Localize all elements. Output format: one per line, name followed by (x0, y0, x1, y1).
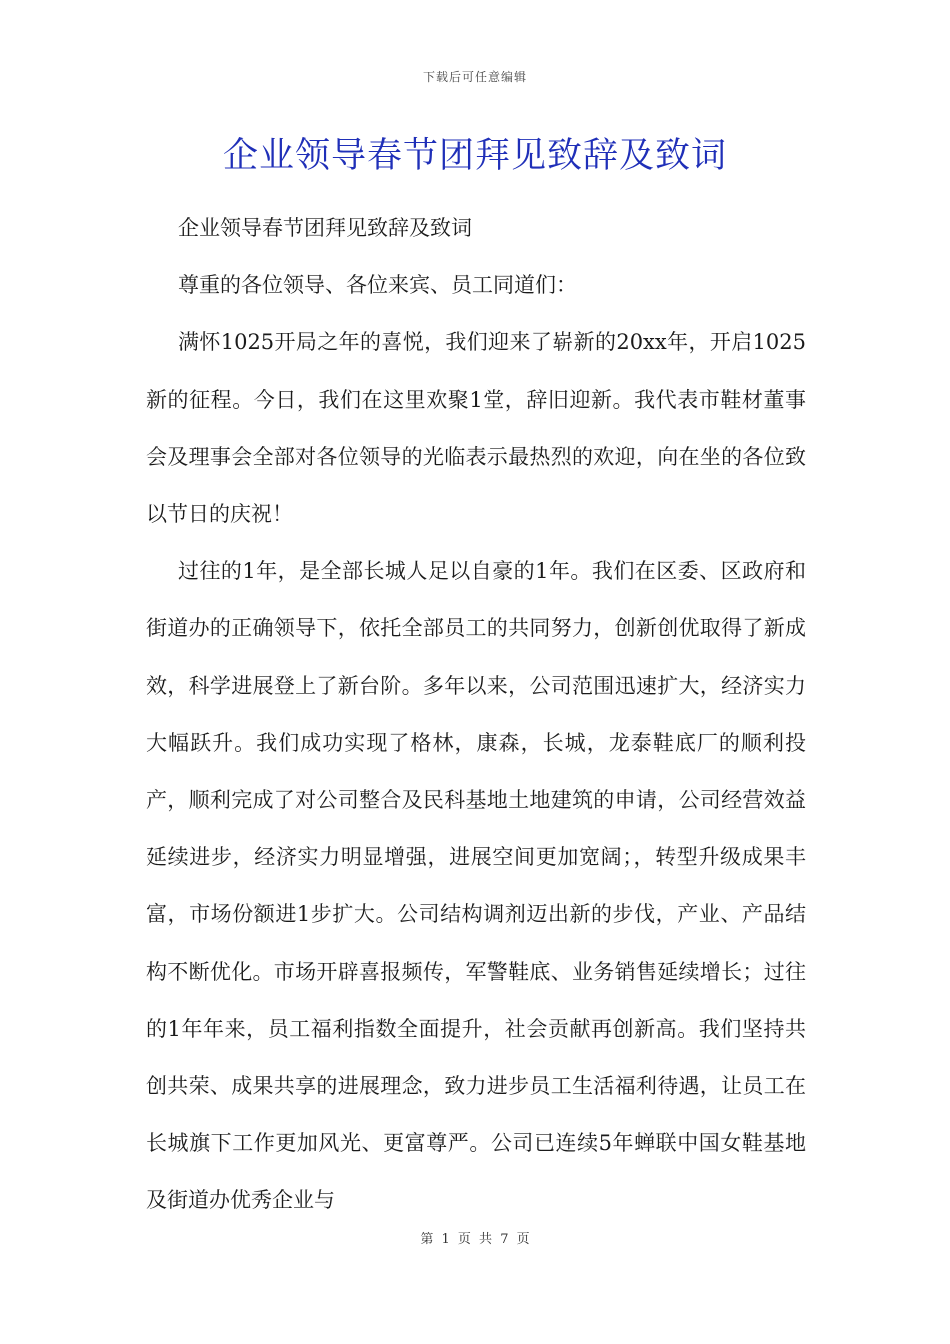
paragraph-opening: 满怀1025开局之年的喜悦，我们迎来了崭新的20xx年，开启1025新的征程。今日，我们在这里欢聚1堂，辞旧迎新。我代表市鞋材董事会及理事会全部对各位领导的光临表示最热烈的欢迎，向在坐的各位致以节日的庆祝！ (146, 330, 806, 527)
document-title: 企业领导春节团拜见致辞及致词 (222, 136, 727, 176)
paragraph-review: 过往的1年，是全部长城人足以自豪的1年。我们在区委、区政府和街道办的正确领导下，依托全部员工的共同努力，创新创优取得了新成效，科学进展登上了新台阶。多年以来，公司范围迅速扩大，经济实力大幅跃升。我们成功实现了格林，康森，长城，龙泰鞋底厂的顺利投产，顺利完成了对公司整合及民科基地土地建筑的申请，公司经营效益延续进步，经济实力明显增强，进展空间更加宽阔；，转型升级成果丰富，市场份额进1步扩大。公司结构调剂迈出新的步伐，产业、产品结构不断优化。市场开辟喜报频传，军警鞋底、业务销售延续增长；过往的1年年来，员工福利指数全面提升，社会贡献再创新高。我们坚持共创共荣、成果共享的进展理念，致力进步员工生活福利待遇，让员工在长城旗下工作更加风光、更富尊严。公司已连续5年蝉联中国女鞋基地及街道办优秀企业与 (146, 559, 806, 1213)
header-note: 下载后可任意编辑 (422, 70, 527, 84)
paragraph-salutation: 尊重的各位领导、各位来宾、员工同道们： (178, 273, 577, 298)
paragraph-subtitle: 企业领导春节团拜见致辞及致词 (178, 216, 472, 240)
page-indicator: 第 1 页 共 7 页 (420, 1232, 530, 1247)
document-body (146, 200, 806, 1230)
